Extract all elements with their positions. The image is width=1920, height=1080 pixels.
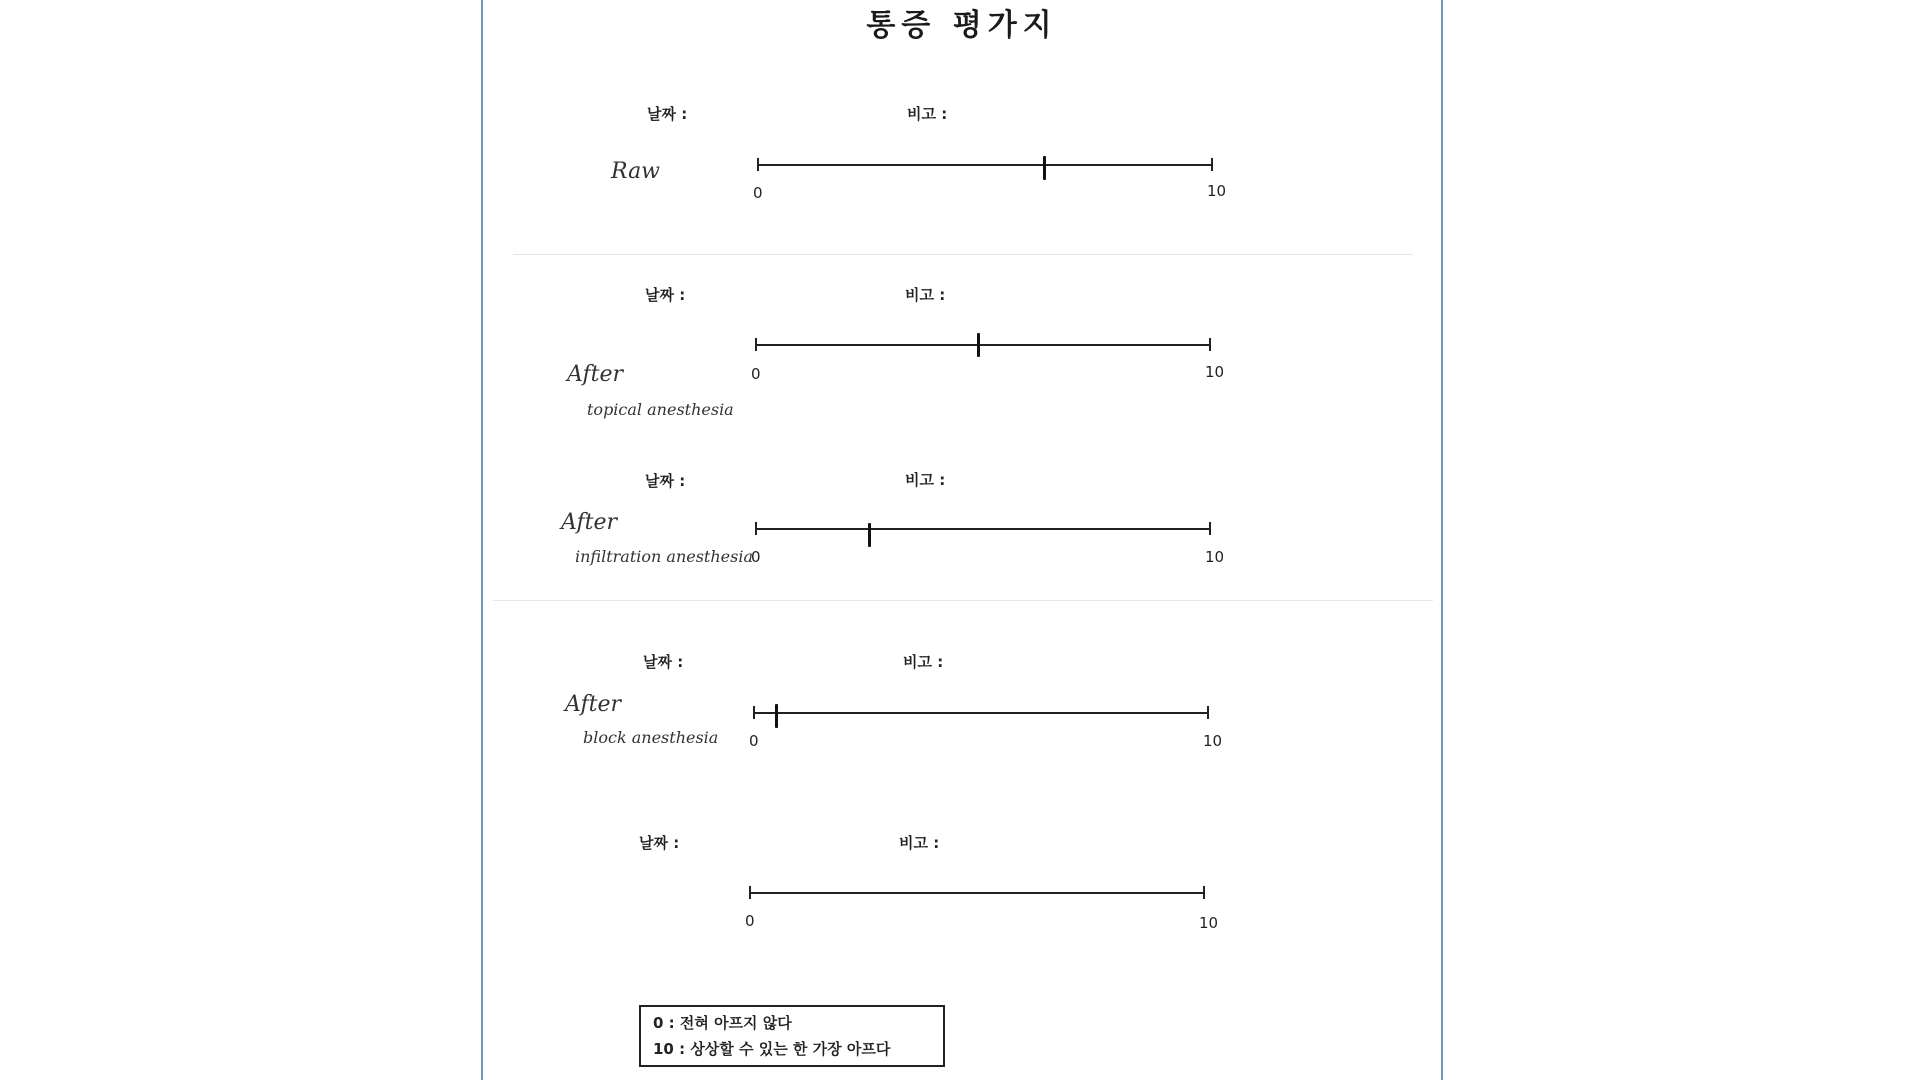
handwritten-title: Raw (611, 159, 661, 184)
pain-scale (755, 344, 1211, 374)
handwritten-subtitle: infiltration anesthesia (575, 547, 753, 566)
page-title: 통증 평가지 (866, 8, 1058, 43)
pain-mark (977, 333, 980, 357)
note-label: 비고 : (899, 834, 940, 852)
pain-scale (749, 892, 1205, 922)
pain-scale (755, 528, 1211, 558)
handwritten-title: After (561, 510, 618, 535)
assessment-block-5 (483, 818, 1441, 988)
pain-scale (753, 712, 1209, 742)
scale-max-label: 10 (1207, 182, 1227, 200)
note-label: 비고 : (903, 653, 944, 671)
scale-line (757, 164, 1213, 166)
legend-line-0: 0 : 전혀 아프지 않다 (653, 1014, 792, 1032)
note-label: 비고 : (905, 286, 946, 304)
scale-start-tick (757, 158, 759, 171)
pain-mark (868, 523, 871, 547)
scale-end-tick (1209, 522, 1211, 535)
scale-max-label: 10 (1205, 548, 1225, 566)
handwritten-title: After (565, 692, 622, 717)
scale-line (755, 344, 1211, 346)
assessment-block-3 (483, 456, 1441, 626)
assessment-block-2 (483, 270, 1441, 440)
scale-line (753, 712, 1209, 714)
pain-mark (775, 704, 778, 728)
scale-min-label: 0 (753, 184, 763, 202)
date-label: 날짜 : (639, 834, 680, 852)
scale-start-tick (749, 886, 751, 899)
date-label: 날짜 : (645, 472, 686, 490)
handwritten-title: After (567, 362, 624, 387)
assessment-block-1 (483, 91, 1441, 261)
legend-box (639, 1005, 945, 1067)
scale-min-label: 0 (745, 912, 755, 930)
scale-line (755, 528, 1211, 530)
scale-min-label: 0 (749, 732, 759, 750)
scale-max-label: 10 (1199, 914, 1219, 932)
handwritten-subtitle: block anesthesia (583, 728, 719, 747)
scale-end-tick (1209, 338, 1211, 351)
scale-line (749, 892, 1205, 894)
handwritten-subtitle: topical anesthesia (587, 400, 734, 419)
scale-start-tick (755, 522, 757, 535)
scale-end-tick (1203, 886, 1205, 899)
date-label: 날짜 : (647, 105, 688, 123)
note-label: 비고 : (907, 105, 948, 123)
date-label: 날짜 : (645, 286, 686, 304)
scale-min-label: 0 (751, 548, 761, 566)
scale-end-tick (1207, 706, 1209, 719)
scale-end-tick (1211, 158, 1213, 171)
note-label: 비고 : (905, 471, 946, 489)
date-label: 날짜 : (643, 653, 684, 671)
scale-min-label: 0 (751, 365, 761, 383)
scale-max-label: 10 (1203, 732, 1223, 750)
legend-line-10: 10 : 상상할 수 있는 한 가장 아프다 (653, 1040, 891, 1058)
scale-start-tick (755, 338, 757, 351)
scale-start-tick (753, 706, 755, 719)
pain-assessment-sheet (481, 0, 1443, 1080)
pain-mark (1043, 156, 1046, 180)
pain-scale (757, 164, 1213, 194)
assessment-block-4 (483, 636, 1441, 806)
scale-max-label: 10 (1205, 363, 1225, 381)
